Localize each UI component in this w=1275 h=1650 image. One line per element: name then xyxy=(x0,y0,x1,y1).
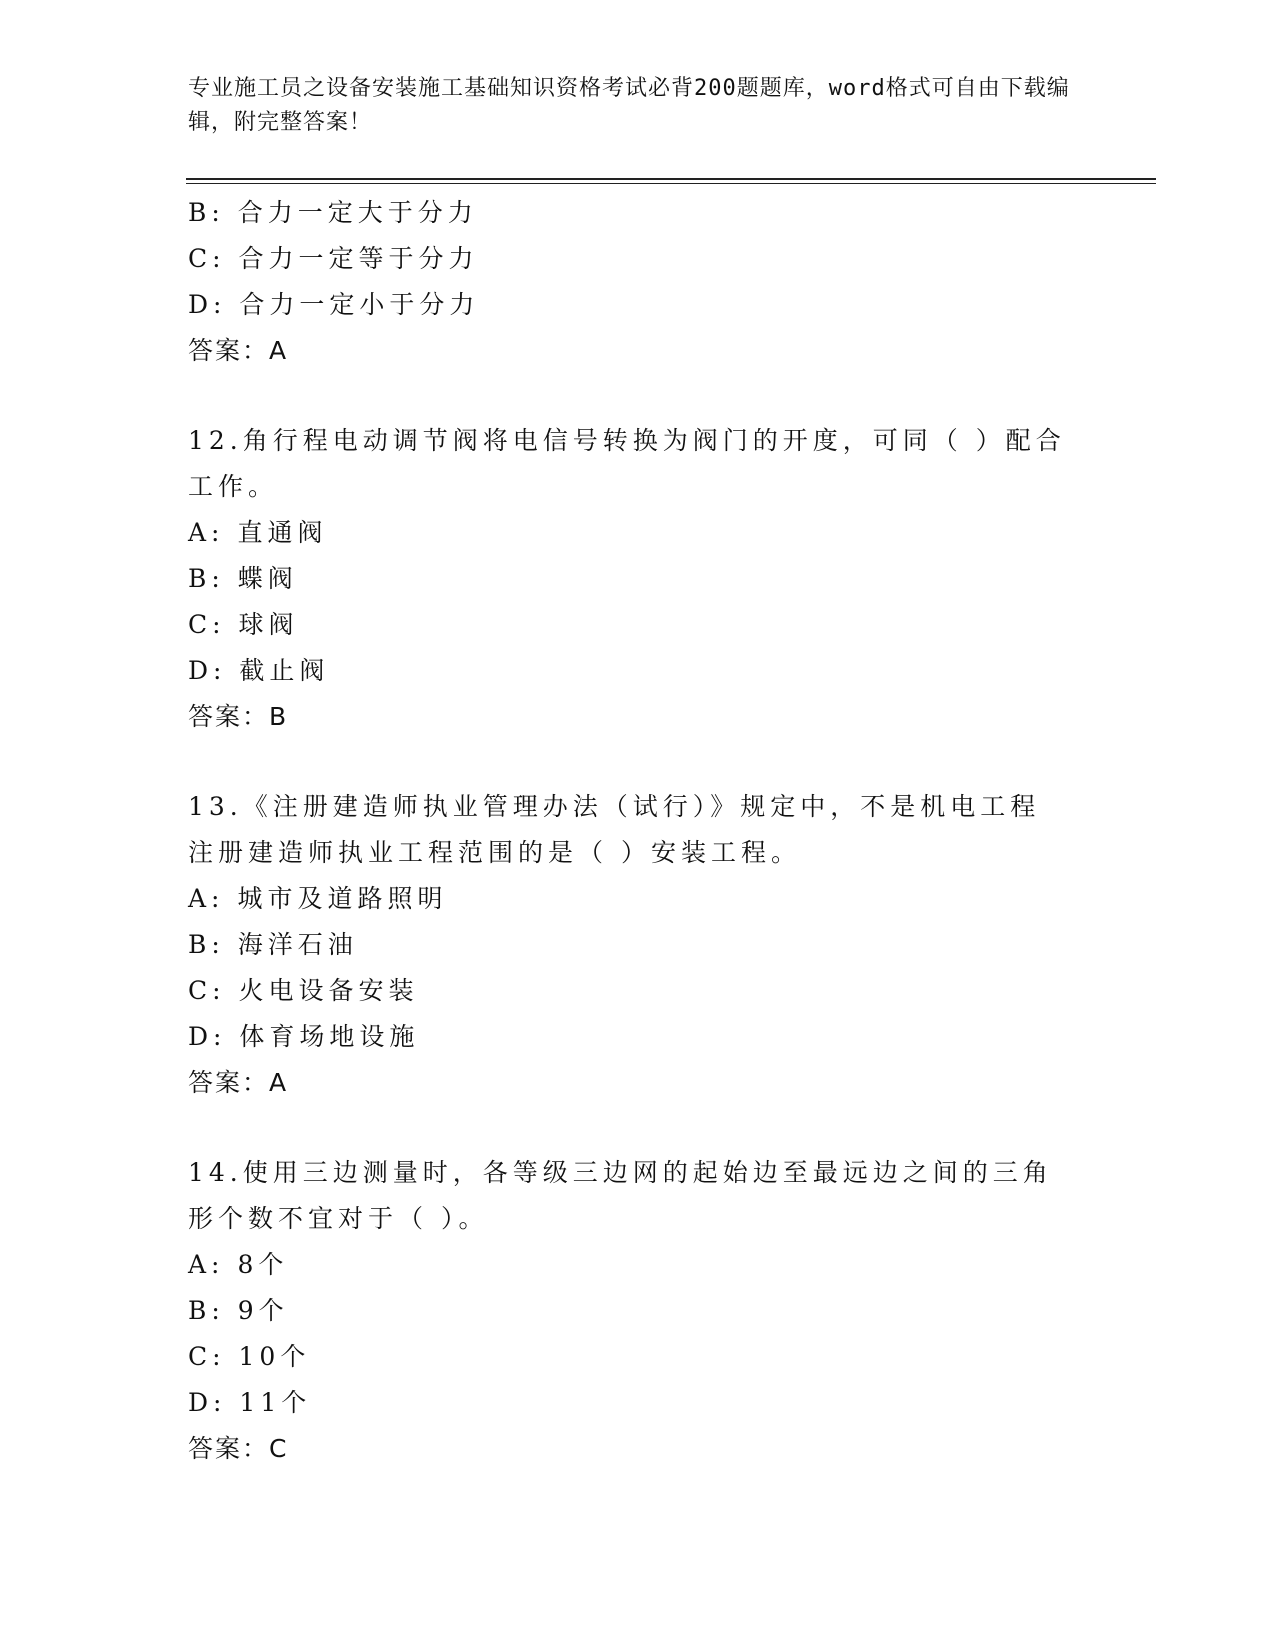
option-c xyxy=(188,1334,1088,1380)
option-text: 城市及道路照明 xyxy=(237,884,448,913)
option-d xyxy=(188,282,1088,328)
option-letter: C: xyxy=(188,1342,226,1371)
question-stem: 12.角行程电动调节阀将电信号转换为阀门的开度，可同（ ）配合工作。 xyxy=(188,426,1066,501)
option-a xyxy=(188,510,1088,556)
option-text: 8个 xyxy=(237,1250,289,1279)
option-text: 10个 xyxy=(238,1342,311,1371)
option-letter: D: xyxy=(188,290,227,319)
option-text: 9个 xyxy=(237,1296,289,1325)
option-text: 球阀 xyxy=(238,610,299,639)
header-divider-thin xyxy=(186,183,1156,184)
answer-line: 答案：A xyxy=(188,336,289,365)
option-text: 海洋石油 xyxy=(237,930,358,959)
question-list xyxy=(188,190,1088,1472)
option-letter: A: xyxy=(188,518,225,547)
answer-line: 答案：B xyxy=(188,702,289,731)
option-a xyxy=(188,876,1088,922)
option-letter: C: xyxy=(188,244,226,273)
document-header: 专业施工员之设备安装施工基础知识资格考试必背200题题库，word格式可自由下载编辑，附完整答案！ xyxy=(188,76,1070,135)
option-letter: C: xyxy=(188,610,226,639)
question-stem: 13.《注册建造师执业管理办法（试行）》规定中，不是机电工程注册建造师执业工程范围的是（ ）安装工程。 xyxy=(188,792,1041,867)
prev-question-block xyxy=(188,190,1088,374)
option-letter: D: xyxy=(188,1388,227,1417)
option-letter: C: xyxy=(188,976,226,1005)
option-c xyxy=(188,968,1088,1014)
question-12 xyxy=(188,418,1088,740)
option-text: 直通阀 xyxy=(237,518,328,547)
option-d xyxy=(188,1380,1088,1426)
option-b xyxy=(188,922,1088,968)
option-letter: B: xyxy=(188,1296,225,1325)
option-text: 火电设备安装 xyxy=(238,976,419,1005)
option-text: 合力一定小于分力 xyxy=(239,290,480,319)
option-d xyxy=(188,648,1088,694)
option-letter: D: xyxy=(188,656,227,685)
option-b xyxy=(188,556,1088,602)
answer-line: 答案：C xyxy=(188,1434,289,1463)
option-b xyxy=(188,1288,1088,1334)
option-a xyxy=(188,1242,1088,1288)
option-letter: A: xyxy=(188,884,225,913)
option-letter: B: xyxy=(188,198,225,227)
option-c xyxy=(188,602,1088,648)
option-b xyxy=(188,190,1088,236)
option-d xyxy=(188,1014,1088,1060)
option-text: 截止阀 xyxy=(239,656,330,685)
option-letter: B: xyxy=(188,930,225,959)
option-c xyxy=(188,236,1088,282)
option-letter: B: xyxy=(188,564,225,593)
header-divider-thick xyxy=(186,178,1156,180)
question-13 xyxy=(188,784,1088,1106)
question-stem: 14.使用三边测量时，各等级三边网的起始边至最远边之间的三角形个数不宜对于（ ）。 xyxy=(188,1158,1053,1233)
option-text: 11个 xyxy=(239,1388,312,1417)
option-letter: A: xyxy=(188,1250,225,1279)
answer-line: 答案：A xyxy=(188,1068,289,1097)
option-text: 蝶阀 xyxy=(237,564,298,593)
option-letter: D: xyxy=(188,1022,227,1051)
option-text: 合力一定大于分力 xyxy=(237,198,478,227)
option-text: 合力一定等于分力 xyxy=(238,244,479,273)
question-14 xyxy=(188,1150,1088,1472)
option-text: 体育场地设施 xyxy=(239,1022,420,1051)
